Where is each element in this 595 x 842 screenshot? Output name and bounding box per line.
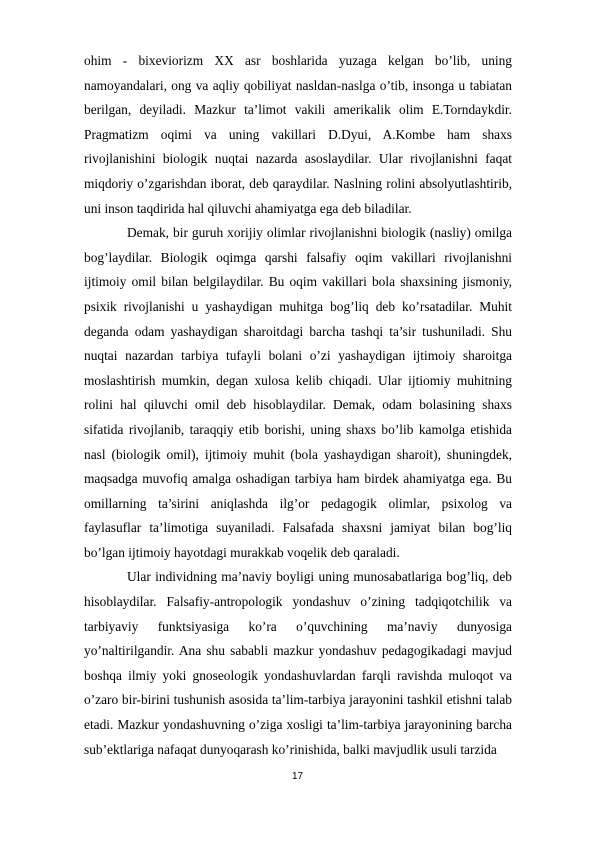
paragraph-2: Demak, bir guruh xorijiy olimlar rivojlanishni biologik (nasliy) omilga bog’laydilar. Biologik oqimga qarshi falsafiy oqim vakillari rivojlanishni ijtimoiy omil bilan belgilaydilar. Bu oqim vakillari bola shaxsining jismoniy, psixik rivojlanishi u yashaydigan muhitga bog’liq deb ko’rsatadilar. Muhit deganda odam yashaydigan sharoitdagi barcha tashqi ta’sir tushuniladi. Shu nuqtai nazardan tarbiya tufayli bolani o’zi yashaydigan ijtimoiy sharoitga moslashtirish mumkin, degan xulosa kelib chiqadi. Ular ijtiomiy muhitning rolini hal qiluvchi omil deb hisoblaydilar. Demak, odam bolasining shaxs sifatida rivojlanib, taraqqiy etib borishi, uning shaxs bo’lib kamolga etishida nasl (biologik omil), ijtimoiy muhit (bola yashaydigan sharoit), shuningdek, maqsadga muvofiq amalga oshadigan tarbiya ham birdek ahamiyatga ega. Bu omillarning ta’sirini aniqlashda ilg’or pedagogik olimlar, psixolog va faylasuflar ta’limotiga suyaniladi. Falsafada shaxsni jamiyat bilan bog’liq bo’lgan ijtimoiy hayotdagi murakkab voqelik deb qaraladi. — [84, 225, 512, 560]
paragraph-1: ohim - bixeviorizm XX asr boshlarida yuzaga kelgan bo’lib, uning namoyandalari, ong va aqliy qobiliyat nasldan-naslga o’tib, insonga u tabiatan berilgan, deyiladi. Mazkur ta’limot vakili amerikalik olim E.Torndaykdir. Pragmatizm oqimi va uning vakillari D.Dyui, A.Kombe ham shaxs rivojlanishini biologik nuqtai nazarda asoslaydilar. Ular rivojlanishni faqat miqdoriy o’zgarishdan iborat, deb qaraydilar. Naslning rolini absolyutlashtirib, uni inson taqdirida hal qiluvchi ahamiyatga ega deb biladilar. — [84, 53, 512, 216]
page-number: 17 — [291, 771, 304, 782]
paragraph-3: Ular individning ma’naviy boyligi uning munosabatlariga bog’liq, deb hisoblaydilar. Falsafiy-antropologik yondashuv o’zining tadqiqotchilik va tarbiyaviy funktsiyasiga ko’ra o’quvchining ma’naviy dunyosiga yo’naltirilgandir. Ana shu sababli mazkur yondashuv pedagogikadagi mavjud boshqa ilmiy yoki gnoseologik yondashuvlardan farqli ravishda muloqot va o’zaro bir-birini tushunish asosida ta’lim-tarbiya jarayonini tashkil etishni talab etadi. Mazkur yondashuvning o’ziga xosligi ta’lim-tarbiya jarayonining barcha sub’ektlariga nafaqat dunyoqarash ko’rinishida, balki mavjudlik usuli tarzida — [84, 569, 512, 757]
body-text — [84, 49, 512, 762]
